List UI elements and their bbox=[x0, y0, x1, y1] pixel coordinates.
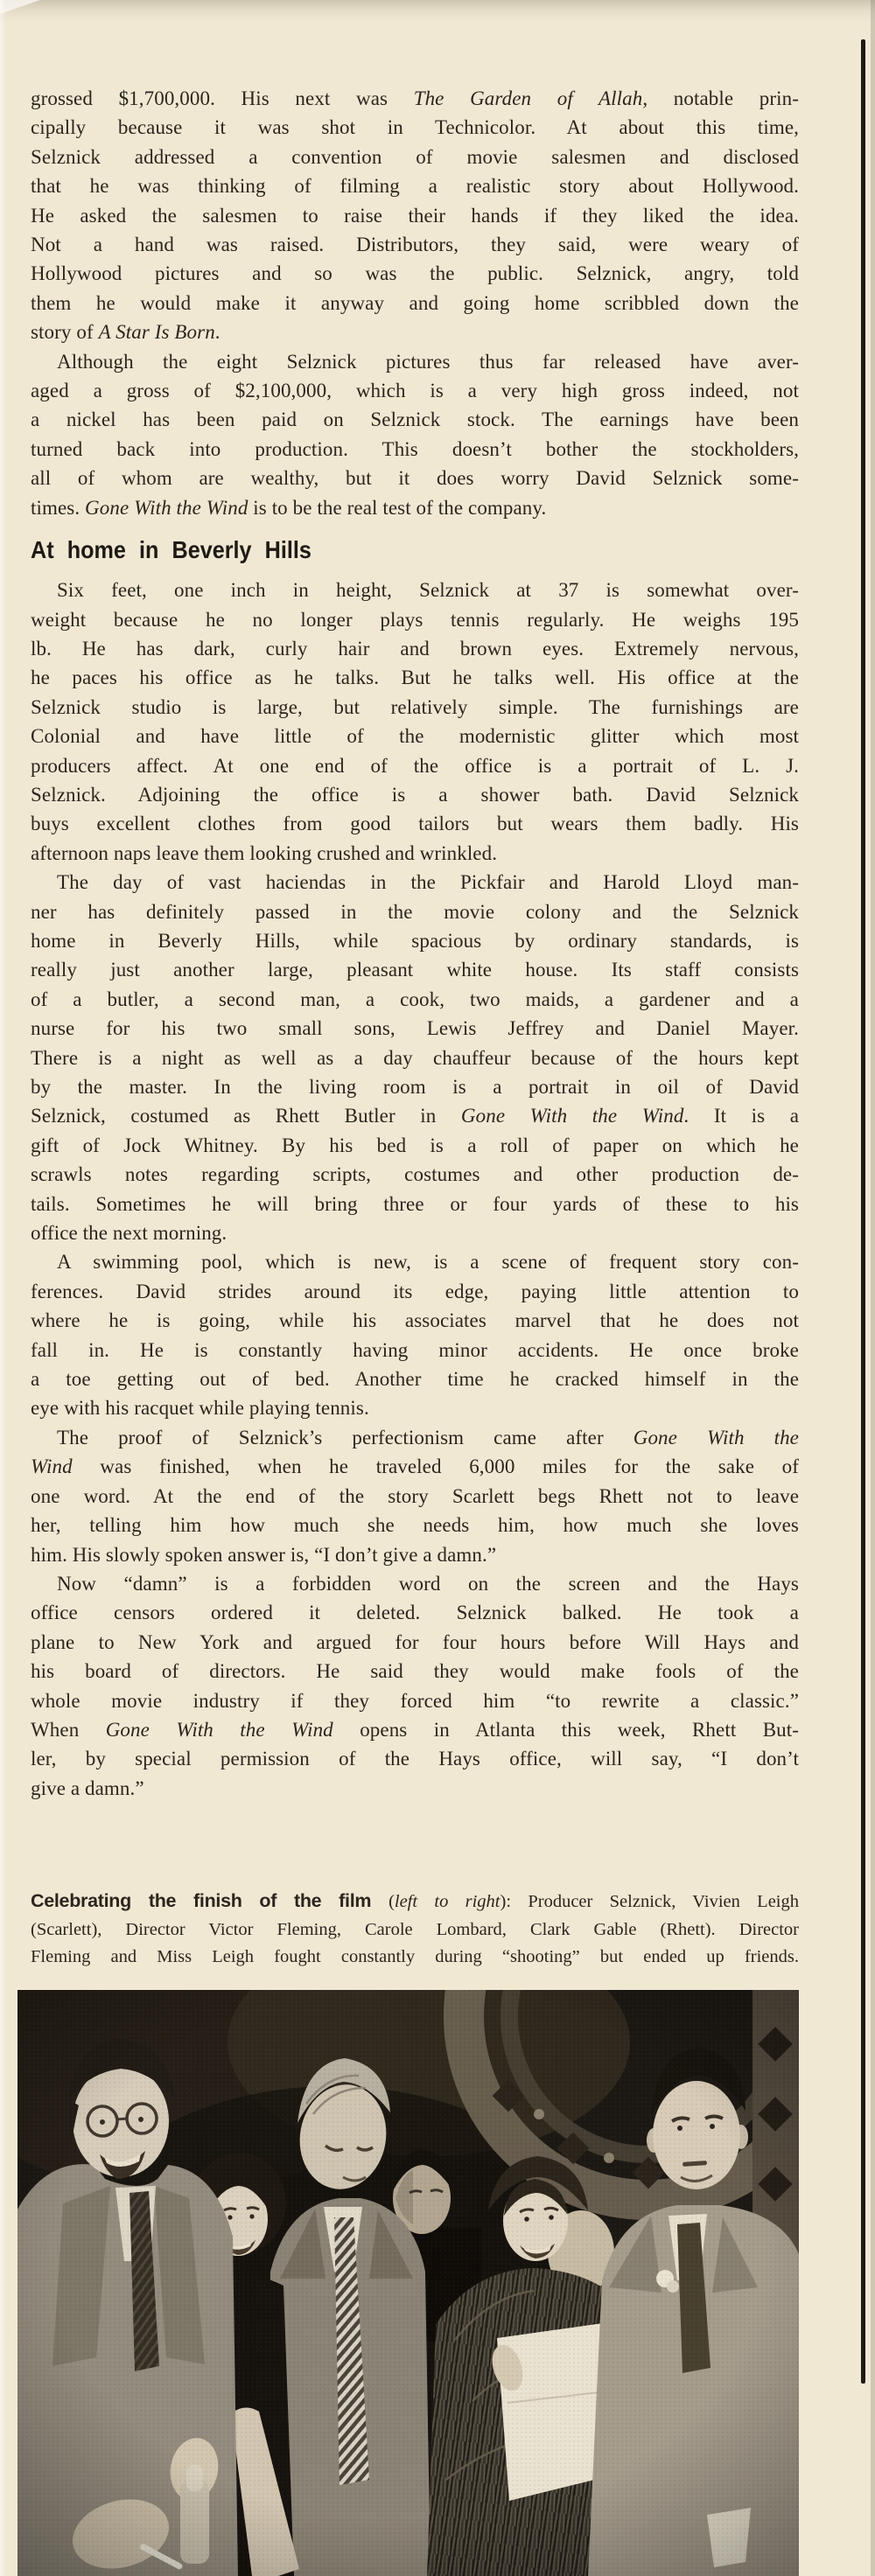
text-line: home in Beverly Hills, while spacious by ordinary standards, is bbox=[31, 929, 799, 952]
text-line: story of A Star Is Born. bbox=[31, 321, 220, 344]
text-line: afternoon naps leave them looking crushed and wrinkled. bbox=[31, 841, 498, 864]
text-line: times. Gone With the Wind is to be the real test of the company. bbox=[31, 496, 547, 519]
text-line: The proof of Selznick’s perfectionism came after Gone With the bbox=[57, 1426, 799, 1449]
caption-line: Celebrating the finish of the film (left to right): Producer Selznick, Vivien Leigh bbox=[31, 1890, 799, 1911]
text-line: aged a gross of $2,100,000, which is a very high gross indeed, not bbox=[31, 380, 799, 402]
photo bbox=[18, 1990, 799, 2576]
paragraph bbox=[31, 1423, 799, 1569]
text-line: eye with his racquet while playing tennis. bbox=[31, 1397, 369, 1420]
text-line: all of whom are wealthy, but it does worry David Selznick some- bbox=[31, 467, 799, 490]
photo-illustration bbox=[18, 1990, 799, 2576]
text-line: Selznick addressed a convention of movie salesmen and disclosed bbox=[31, 145, 799, 168]
text-line: gift of Jock Whitney. By his bed is a roll of paper on which he bbox=[31, 1134, 799, 1156]
column-rule bbox=[861, 39, 865, 2384]
text-line: Wind was finished, when he traveled 6,000 miles for the sake of bbox=[31, 1456, 799, 1478]
text-line: The day of vast haciendas in the Pickfair and Harold Lloyd man- bbox=[57, 871, 799, 894]
text-line: Selznick. Adjoining the office is a shower bath. David Selznick bbox=[31, 783, 799, 806]
text-line: where he is going, while his associates marvel that he does not bbox=[31, 1309, 799, 1332]
text-line: ler, by special permission of the Hays office, will say, “I don’t bbox=[31, 1748, 799, 1770]
text-line: ner has definitely passed in the movie colony and the Selznick bbox=[31, 900, 799, 923]
text-line: a toe getting out of bed. Another time he cracked himself in the bbox=[31, 1368, 799, 1391]
caption-line: Fleming and Miss Leigh fought constantly during “shooting” but ended up friends. bbox=[31, 1947, 799, 1966]
text-line: a nickel has been paid on Selznick stock. The earnings have been bbox=[31, 408, 799, 431]
paragraph bbox=[31, 868, 799, 1247]
text-line: Now “damn” is a forbidden word on the screen and the Hays bbox=[57, 1572, 799, 1595]
text-line: plane to New York and argued for four hours before Will Hays and bbox=[31, 1630, 799, 1653]
text-line: Colonial and have little of the modernistic glitter which most bbox=[31, 725, 799, 748]
text-line: Selznick studio is large, but relatively simple. The furnishings are bbox=[31, 695, 799, 718]
text-line: There is a night as well as a day chauffeur because of the hours kept bbox=[31, 1046, 799, 1069]
text-line: her, telling him how much she needs him, how much she loves bbox=[31, 1514, 799, 1537]
text-line: Selznick, costumed as Rhett Butler in Gone With the Wind. It is a bbox=[31, 1105, 799, 1127]
text-line: give a damn.” bbox=[31, 1777, 144, 1799]
text-line: weight because he no longer plays tennis regularly. He weighs 195 bbox=[31, 608, 799, 631]
text-line: Hollywood pictures and so was the public. Selznick, angry, told bbox=[31, 262, 799, 285]
text-line: whole movie industry if they forced him “to rewrite a classic.” bbox=[31, 1689, 799, 1712]
text-line: that he was thinking of filming a realistic story about Hollywood. bbox=[31, 175, 799, 198]
text-line: When Gone With the Wind opens in Atlanta this week, Rhett But- bbox=[31, 1718, 799, 1741]
text-line: them he would make it anyway and going home scribbled down the bbox=[31, 291, 799, 314]
text-line: him. His slowly spoken answer is, “I don’t give a damn.” bbox=[31, 1543, 497, 1566]
text-line: turned back into production. This doesn’t bother the stockholders, bbox=[31, 437, 799, 460]
caption-line: (Scarlett), Director Victor Fleming, Carole Lombard, Clark Gable (Rhett). Director bbox=[31, 1919, 799, 1939]
paragraph bbox=[31, 576, 799, 868]
scan-corner-notch bbox=[0, 0, 40, 14]
text-line: one word. At the end of the story Scarlett begs Rhett not to leave bbox=[31, 1484, 799, 1507]
scan-edge-top bbox=[0, 0, 875, 23]
text-line: of a butler, a second man, a cook, two maids, a gardener and a bbox=[31, 988, 799, 1010]
text-line: really just another large, pleasant white house. Its staff consists bbox=[31, 959, 799, 981]
scan-edge-right bbox=[871, 0, 875, 2576]
photo-caption bbox=[31, 1888, 799, 1972]
text-line: grossed $1,700,000. His next was The Garden of Allah, notable prin- bbox=[31, 87, 800, 109]
text-line: tails. Sometimes he will bring three or four yards of these to his bbox=[31, 1192, 799, 1215]
text-line: Six feet, one inch in height, Selznick at 37 is somewhat over- bbox=[57, 579, 799, 602]
text-line: he paces his office as he talks. But he talks well. His office at the bbox=[31, 667, 799, 689]
text-line: producers affect. At one end of the office is a portrait of L. J. bbox=[31, 754, 799, 777]
section-heading: At home in Beverly Hills bbox=[31, 536, 312, 564]
text-line: office the next morning. bbox=[31, 1222, 228, 1245]
text-line: cipally because it was shot in Technicolor. At about this time, bbox=[31, 116, 799, 139]
article-body bbox=[31, 84, 799, 1803]
text-line: by the master. In the living room is a portrait in oil of David bbox=[31, 1076, 799, 1098]
paragraph bbox=[31, 1569, 799, 1803]
text-line: ferences. David strides around its edge, paying little attention to bbox=[31, 1280, 799, 1302]
text-line: his board of directors. He said they would make fools of the bbox=[31, 1660, 799, 1683]
text-line: A swimming pool, which is new, is a scene of frequent story con- bbox=[57, 1251, 799, 1274]
text-line: Although the eight Selznick pictures thus far released have aver- bbox=[57, 350, 799, 373]
paragraph bbox=[31, 1247, 799, 1422]
text-line: buys excellent clothes from good tailors but wears them badly. His bbox=[31, 813, 799, 835]
text-line: lb. He has dark, curly hair and brown eyes. Extremely nervous, bbox=[31, 637, 799, 660]
paragraph bbox=[31, 84, 799, 347]
text-line: Not a hand was raised. Distributors, they said, were weary of bbox=[31, 234, 799, 256]
vignette-overlay bbox=[18, 1990, 799, 2576]
paragraph bbox=[31, 347, 799, 522]
text-line: scrawls notes regarding scripts, costumes and other production de- bbox=[31, 1163, 799, 1186]
scan-edge-left bbox=[0, 0, 6, 2576]
text-line: fall in. He is constantly having minor accidents. He once broke bbox=[31, 1338, 799, 1361]
text-line: office censors ordered it deleted. Selznick balked. He took a bbox=[31, 1602, 799, 1624]
text-line: nurse for his two small sons, Lewis Jeffrey and Daniel Mayer. bbox=[31, 1017, 799, 1040]
text-line: He asked the salesmen to raise their hands if they liked the idea. bbox=[31, 204, 799, 227]
